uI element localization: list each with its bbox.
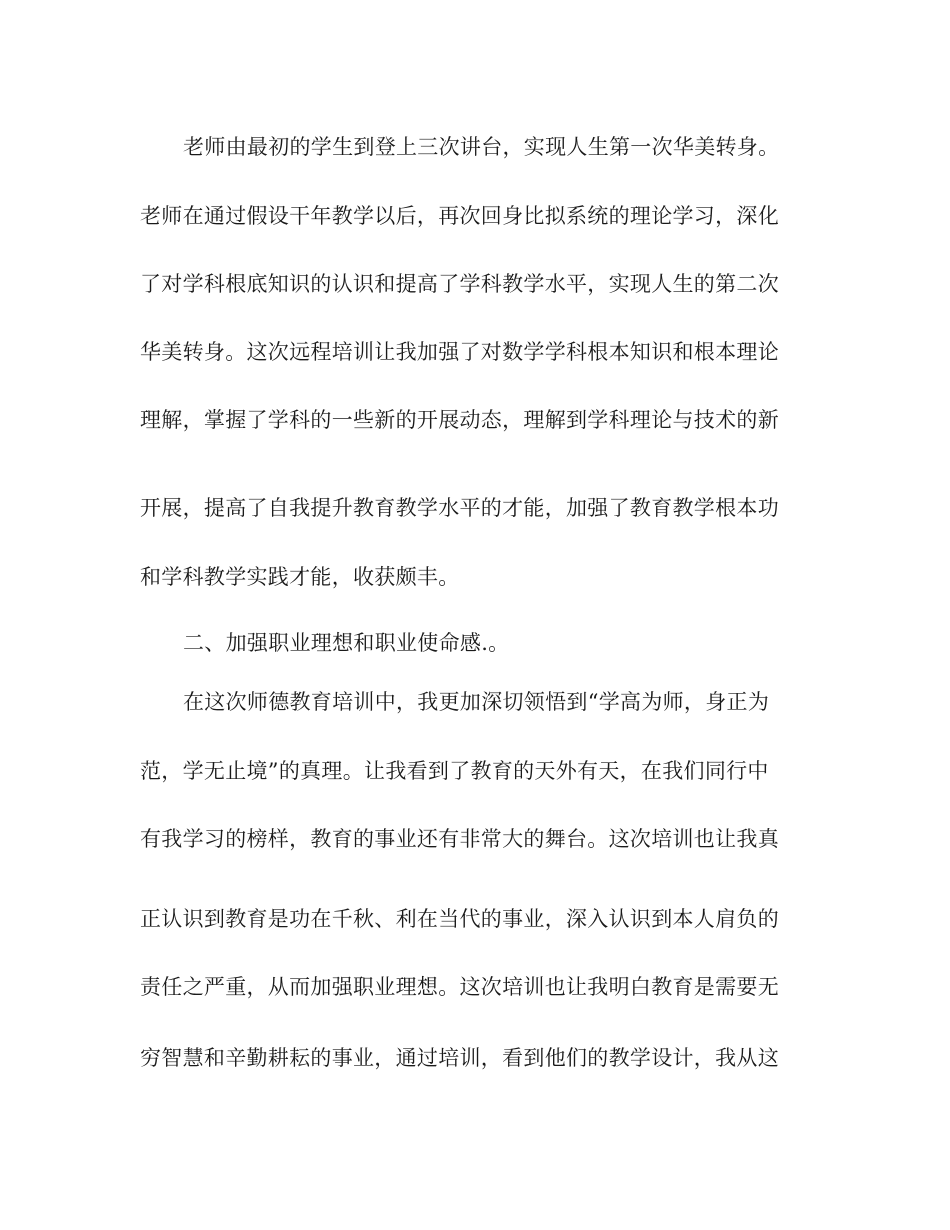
paragraph-line: 老师由最初的学生到登上三次讲台，实现人生第一次华美转身。 [183, 135, 780, 159]
paragraph-line: 在这次师德教育培训中，我更加深切领悟到“学高为师，身正为 [183, 690, 770, 714]
paragraph-line: 理解，掌握了学科的一些新的开展动态，理解到学科理论与技术的新 [140, 408, 779, 432]
paragraph-line: 范，学无止境”的真理。让我看到了教育的天外有天，在我们同行中 [140, 759, 769, 783]
paragraph-line: 正认识到教育是功在千秋、利在当代的事业，深入认识到本人肩负的 [140, 907, 779, 931]
paragraph-line: 责任之严重，从而加强职业理想。这次培训也让我明白教育是需要无 [140, 975, 779, 999]
paragraph-line: 老师在通过假设干年教学以后，再次回身比拟系统的理论学习，深化 [140, 204, 779, 228]
section-heading: 二、加强职业理想和职业使命感.。 [183, 631, 510, 655]
paragraph-line: 华美转身。这次远程培训让我加强了对数学学科根本知识和根本理论 [140, 340, 779, 364]
paragraph-line: 和学科教学实践才能，收获颇丰。 [140, 565, 460, 589]
paragraph-line: 穷智慧和辛勤耕耘的事业，通过培训，看到他们的教学设计，我从这 [140, 1046, 779, 1070]
paragraph-line: 开展，提高了自我提升教育教学水平的才能，加强了教育教学根本功 [140, 496, 779, 520]
paragraph-line: 了对学科根底知识的认识和提高了学科教学水平，实现人生的第二次 [140, 272, 779, 296]
paragraph-line: 有我学习的榜样，教育的事业还有非常大的舞台。这次培训也让我真 [140, 827, 779, 851]
